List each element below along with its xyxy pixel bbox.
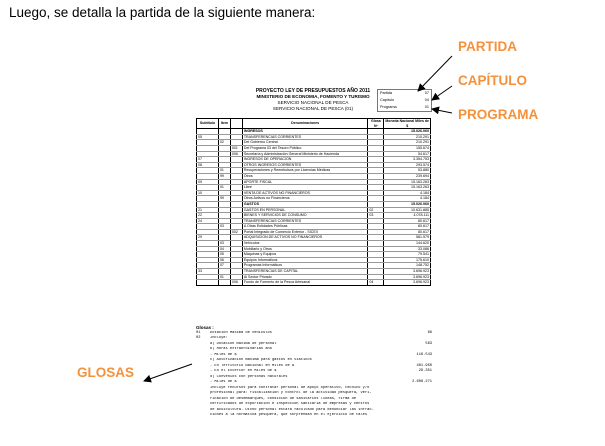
cell-denominacion: Secretaría y Administración General Ministerio de Hacienda: [242, 151, 368, 157]
cell-monto: 581.579: [384, 235, 431, 241]
callout-glosas: GLOSAS: [77, 365, 135, 380]
cell-denominacion: Al Sector Privado: [242, 274, 368, 280]
glosa-number: 02: [196, 336, 201, 340]
callout-partida: PARTIDA: [458, 39, 517, 54]
cell-monto: 15.026.060: [384, 129, 431, 135]
glosa-value: 2.608.271: [412, 380, 432, 384]
cell-glosa: 02: [368, 207, 384, 213]
cell-denominacion: TRANSFERENCIAS CORRIENTES: [242, 218, 368, 224]
header-glosa: Glosa Nº: [368, 119, 384, 129]
cell-denominacion: Fondo de Fomento de la Pesca Artesanal: [242, 280, 368, 286]
cell-denominacion: Otros: [242, 173, 368, 179]
intro-text: Luego, se detalla la partida de la siguiente manera:: [9, 5, 316, 20]
header-denominaciones: Denominaciones: [242, 119, 368, 129]
glosa-text: - En el Exterior en Miles de $: [210, 369, 277, 373]
cell-item: 01: [218, 185, 230, 191]
glosa-text: d) Convenios con personas naturales: [210, 374, 288, 379]
cell-monto: 210.291: [384, 134, 431, 140]
cell-denominacion: VENTA DE ACTIVOS NO FINANCIEROS: [242, 190, 368, 196]
cell-subtitulo: 08: [197, 162, 219, 168]
cell-asignacion: 006: [230, 280, 242, 286]
cell-subtitulo: 07: [197, 157, 219, 163]
cell-asignacion: 002: [230, 229, 242, 235]
cell-denominacion: Equipos Informáticos: [242, 257, 368, 263]
cell-subtitulo: 24: [197, 218, 219, 224]
cell-denominacion: A Otras Entidades Públicas: [242, 224, 368, 230]
cell-item: 01: [218, 274, 230, 280]
cell-denominacion: BIENES Y SERVICIOS DE CONSUMO: [242, 213, 368, 219]
document-title: PROYECTO LEY DE PRESUPUESTOS AÑO 2011: [255, 88, 371, 94]
header-subtitulo: Subtítulo: [197, 119, 219, 129]
cell-item: 02: [218, 140, 230, 146]
cell-denominacion: Libre: [242, 185, 368, 191]
document-ministry: MINISTERIO DE ECONOMIA, FOMENTO Y TURISMO: [256, 94, 370, 99]
cell-denominacion: ADQUISICION DE ACTIVOS NO FINANCIEROS: [242, 235, 368, 241]
cell-item: 03: [218, 224, 230, 230]
header-monto: Moneda Nacional Miles de $: [385, 119, 429, 128]
cell-monto: 53.880: [384, 168, 431, 174]
arrow-programa: [432, 109, 452, 113]
cell-subtitulo: 09: [197, 179, 219, 185]
cell-monto: 293.574: [384, 162, 431, 168]
document-service: SERVICIO NACIONAL DE PESCA: [277, 100, 349, 105]
document-program: SERVICIO NACIONAL DE PESCA (01): [272, 106, 354, 111]
glosa-text: Incluye recursos para contratar personal de apoyo operativo, técnico y/o: [210, 385, 370, 390]
glosa-number: 01: [196, 330, 201, 335]
cell-item: 01: [218, 168, 230, 174]
cell-denominacion: Recuperaciones y Reembolsos por Licencias Médicas: [242, 168, 368, 174]
cell-monto: 4.184: [384, 190, 431, 196]
glosa-text: Dotación Máxima de Vehículos: [210, 330, 272, 335]
cell-denominacion: Otros Activos no Financieros: [242, 196, 368, 202]
cell-monto: 148.752: [384, 263, 431, 269]
glosa-text: ciones a la normativa pesquera, que sorprendan en el ejercicio de tales: [210, 413, 368, 417]
glosa-text: - En Territorio Nacional en Miles de $: [210, 363, 295, 368]
glosa-value: 116.543: [416, 352, 432, 357]
cell-denominacion: Programas Informáticos: [242, 263, 368, 269]
glosa-text: certificados de exportación e inspección sanitaria de empresas y centros: [210, 402, 370, 406]
capitulo-value: 04: [424, 98, 429, 102]
glosa-text: c) Autorización máxima para gastos en viáticos: [210, 358, 312, 362]
cell-denominacion: OTROS INGRESOS CORRIENTES: [242, 162, 368, 168]
cell-monto: 155.674: [384, 145, 431, 151]
arrow-partida: [418, 56, 452, 91]
glosa-text: Incluye:: [210, 336, 228, 340]
glosas-title: Glosas :: [196, 325, 214, 330]
glosa-text: profesional para: fiscalización y control de la actividad pesquera, veri-: [210, 391, 372, 395]
cell-monto: 3.696.923: [384, 280, 431, 286]
cell-item: 04: [218, 246, 230, 252]
glosa-text: de acuicultura. Dicho personal estará facultado para denunciar las infrac-: [210, 407, 374, 412]
glosa-value: 29.351: [418, 369, 432, 373]
cell-item: 03: [218, 241, 230, 247]
cell-monto: 80.617: [384, 218, 431, 224]
cell-denominacion: Mobiliario y Otros: [242, 246, 368, 252]
cell-subtitulo: 10: [197, 190, 219, 196]
cell-asignacion: 001: [230, 145, 242, 151]
glosa-text: a) Dotación máxima de personal: [210, 341, 277, 346]
cell-denominacion: Del Gobierno Central: [242, 140, 368, 146]
cell-denominacion: INGRESOS: [242, 129, 368, 135]
cell-monto: 15.163.263: [384, 179, 431, 185]
cell-glosa: 03: [368, 213, 384, 219]
cell-denominacion: INGRESOS DE OPERACION: [242, 157, 368, 163]
glosa-value: 69: [427, 330, 432, 335]
partida-label: Partida: [380, 91, 393, 95]
cell-monto: 175.610: [384, 257, 431, 263]
cell-denominacion: GASTOS EN PERSONAL: [242, 207, 368, 213]
cell-subtitulo: 29: [197, 235, 219, 241]
cell-monto: 4.078.111: [384, 213, 431, 219]
cell-denominacion: GASTOS: [242, 201, 368, 207]
cell-monto: 144.620: [384, 241, 431, 247]
glosa-value: 563: [425, 341, 432, 346]
cell-monto: 15.026.060: [384, 201, 431, 207]
callout-programa: PROGRAMA: [458, 107, 539, 122]
cell-monto: 15.163.263: [384, 185, 431, 191]
cell-subtitulo: 33: [197, 269, 219, 275]
cell-item: 07: [218, 263, 230, 269]
cell-subtitulo: 05: [197, 134, 219, 140]
cell-denominacion: Del Programa 03 del Tesoro Público: [242, 145, 368, 151]
cell-monto: 3.696.923: [384, 269, 431, 275]
cell-monto: 54.617: [384, 151, 431, 157]
glosa-value: 461.950: [416, 363, 432, 368]
cell-denominacion: Máquinas y Equipos: [242, 252, 368, 258]
callout-capitulo: CAPÍTULO: [458, 73, 527, 88]
cell-denominacion: Portal Integrado de Comercio Exterior - SICEX: [242, 229, 368, 235]
cell-monto: 80.617: [384, 224, 431, 230]
header-item: Item: [218, 119, 230, 129]
cell-asignacion: 006: [230, 151, 242, 157]
cell-monto: 10.631.885: [384, 207, 431, 213]
arrow-capitulo: [432, 86, 452, 100]
cell-monto: 239.694: [384, 173, 431, 179]
arrow-glosas: [144, 364, 192, 381]
cell-denominacion: TRANSFERENCIAS DE CAPITAL: [242, 269, 368, 275]
cell-subtitulo: 21: [197, 207, 219, 213]
cell-glosa: 04: [368, 280, 384, 286]
cell-monto: 3.354.753: [384, 157, 431, 163]
cell-subtitulo: 22: [197, 213, 219, 219]
cell-monto: 210.291: [384, 140, 431, 146]
cell-monto: 33.086: [384, 246, 431, 252]
cell-item: 06: [218, 257, 230, 263]
cell-denominacion: Vehículos: [242, 241, 368, 247]
cell-monto: 80.617: [384, 229, 431, 235]
cell-denominacion: APORTE FISCAL: [242, 179, 368, 185]
cell-item: 99: [218, 196, 230, 202]
glosa-text: - Miles de $: [210, 380, 237, 384]
glosa-text: b) Horas extraordinarias año: [210, 347, 272, 351]
glosa-text: ficación de desembarques, condición de sanitarios lineas, firma de: [210, 396, 357, 401]
cell-monto: 4.184: [384, 196, 431, 202]
programa-label: Programa: [380, 105, 397, 109]
cell-monto: 3.696.923: [384, 274, 431, 280]
glosa-text: - Miles de $: [210, 352, 237, 357]
cell-monto: 79.541: [384, 252, 431, 258]
cell-denominacion: TRANSFERENCIAS CORRIENTES: [242, 134, 368, 140]
cell-item: 05: [218, 252, 230, 258]
capitulo-label: Capítulo: [380, 98, 395, 102]
partida-value: 07: [424, 91, 429, 95]
programa-value: 01: [424, 105, 429, 109]
cell-item: 99: [218, 173, 230, 179]
